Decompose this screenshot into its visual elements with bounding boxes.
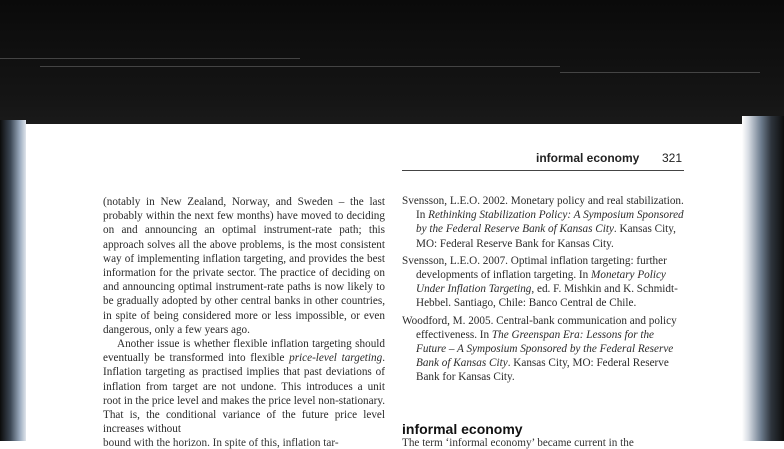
scan-streak (0, 58, 300, 59)
reference-title: Monetary Policy Under Inflation Targeting (416, 269, 666, 296)
running-header-title: informal economy (536, 151, 640, 165)
page-number: 321 (662, 151, 683, 165)
reference-title: The Greenspan Era: Lessons for the Future – A Symposium Sponsored by the Federal Reserve Bank of Kansas City (416, 328, 674, 370)
reference-entry (402, 194, 684, 251)
reference-author: Svensson, L.E.O. 2002. Monetary policy and real stabilization. In (402, 195, 684, 222)
left-column (103, 195, 385, 436)
header-rule (402, 170, 684, 171)
paragraph-emphasis: price-level targeting (289, 352, 383, 365)
section-heading: informal economy (402, 421, 523, 437)
page-edge-shadow-right (742, 116, 784, 441)
reference-publisher: . Kansas City, MO: Federal Reserve Bank for Kansas City. (416, 223, 676, 250)
page-edge-shadow-left (0, 120, 26, 441)
body-paragraph (103, 337, 385, 436)
cut-off-line: bound with the horizon. In spite of this, inflation tar- (103, 437, 339, 449)
reference-title: Rethinking Stabilization Policy: A Symposium Sponsored by the Federal Reserve Bank of Kansas City (416, 209, 684, 236)
references-column (402, 194, 684, 388)
running-header (536, 151, 683, 165)
scan-streak (560, 72, 760, 73)
scan-dark-border (0, 0, 784, 124)
reference-author: Svensson, L.E.O. 2007. Optimal inflation targeting: further developments of inflation targeting. In (402, 254, 667, 282)
body-paragraph: (notably in New Zealand, Norway, and Sweden – the last probably within the next few months) have moved to deciding on and announcing an optimal instrument-rate path; this approach solves all the above problems, is the most consistent way of implementing inflation targeting, and provides the best information for the private sector. The practice of deciding on and announcing optimal instrument-rate paths is now likely to be gradually adopted by other central banks in other countries, in spite of being considered more or less impossible, or even dangerous, only a few years ago. (103, 196, 385, 336)
reference-entry (402, 254, 684, 311)
paragraph-text: . Inflation targeting as practised implies that past deviations of inflation from target are not undone. This introduces a unit root in the price level and makes the price level non-stationary. That is, the conditional variance of the future price level increases without (103, 352, 385, 436)
reference-publisher: . Kansas City, MO: Federal Reserve Bank for Kansas City. (416, 357, 669, 384)
cut-off-line: The term ‘informal economy’ became current in the (402, 437, 634, 449)
scan-streak (40, 66, 560, 67)
reference-publisher: , ed. F. Mishkin and K. Schmidt-Hebbel. Santiago, Chile: Banco Central de Chile. (416, 283, 678, 310)
reference-author: Woodford, M. 2005. Central-bank communication and policy effectiveness. In (402, 314, 677, 341)
reference-entry (402, 314, 684, 385)
paragraph-text: Another issue is whether flexible inflation targeting should eventually be transformed into flexible (103, 338, 385, 365)
